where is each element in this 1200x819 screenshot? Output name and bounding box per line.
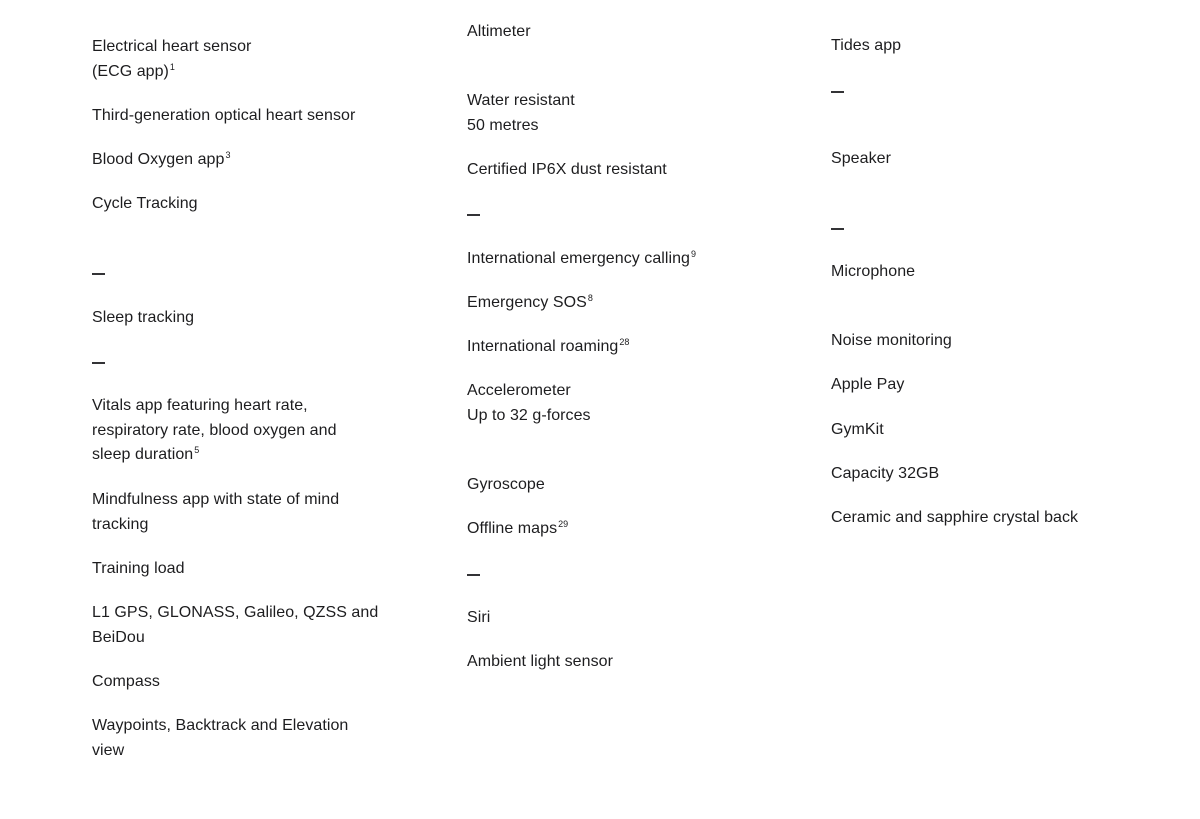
spec-mindfulness-app: Mindfulness app with state of mind tracking [92, 491, 340, 533]
spec-ecg: Electrical heart sensor (ECG app)$^1$ [92, 38, 252, 80]
spec-emergency-calling: International emergency calling$^9$ [467, 249, 697, 267]
spec-cycle-tracking: Cycle Tracking [92, 195, 198, 212]
spec-altimeter: Altimeter [467, 23, 531, 40]
spec-gps: L1 GPS, GLONASS, Galileo, QZSS and BeiDou [92, 604, 379, 646]
spec-emergency-sos: Emergency SOS$^8$ [467, 293, 593, 311]
spec-sleep-tracking: Sleep tracking [92, 309, 195, 326]
spec-microphone: Microphone [831, 263, 916, 280]
footnote-ref[interactable]: 9 [691, 249, 697, 259]
spec-gyroscope: Gyroscope [467, 476, 545, 493]
spec-apple-pay: Apple Pay [831, 376, 905, 393]
footnote-ref[interactable]: 29 [558, 519, 569, 529]
spec-compass: Compass [92, 673, 160, 690]
spec-noise-monitoring: Noise monitoring [831, 332, 952, 349]
spec-vitals-app: Vitals app featuring heart rate, respiratory rate, blood oxygen and sleep duration$^5$ [92, 397, 337, 464]
spec-gymkit: GymKit [831, 421, 884, 438]
spec-offline-maps: Offline maps$^{29}$ [467, 519, 569, 537]
spec-capacity: Capacity 32GB [831, 465, 940, 482]
spec-ceramic-back: Ceramic and sapphire crystal back [831, 509, 1079, 526]
not-available-dash [831, 228, 844, 230]
not-available-dash [467, 574, 480, 576]
not-available-dash [467, 214, 480, 216]
footnote-ref[interactable]: 5 [194, 445, 200, 456]
spec-waypoints: Waypoints, Backtrack and Elevation view [92, 717, 349, 759]
spec-accelerometer: Accelerometer Up to 32 g-forces [467, 382, 591, 424]
spec-blood-oxygen: Blood Oxygen app$^3$ [92, 150, 231, 168]
spec-dust-resistant: Certified IP6X dust resistant [467, 161, 667, 178]
spec-ambient-light-sensor: Ambient light sensor [467, 653, 613, 670]
not-available-dash [92, 273, 105, 275]
not-available-dash [831, 91, 844, 93]
footnote-ref[interactable]: 1 [169, 61, 175, 72]
spec-siri: Siri [467, 609, 491, 626]
footnote-ref[interactable]: 28 [619, 337, 630, 347]
not-available-dash [92, 362, 105, 364]
spec-optical-heart-sensor: Third-generation optical heart sensor [92, 107, 356, 124]
spec-international-roaming: International roaming$^{28}$ [467, 337, 630, 355]
spec-water-resistant: Water resistant 50 metres [467, 92, 575, 134]
spec-tides-app: Tides app [831, 37, 902, 54]
footnote-ref[interactable]: 8 [587, 293, 593, 303]
footnote-ref[interactable]: 3 [225, 150, 231, 160]
spec-training-load: Training load [92, 560, 185, 577]
spec-speaker: Speaker [831, 150, 891, 167]
